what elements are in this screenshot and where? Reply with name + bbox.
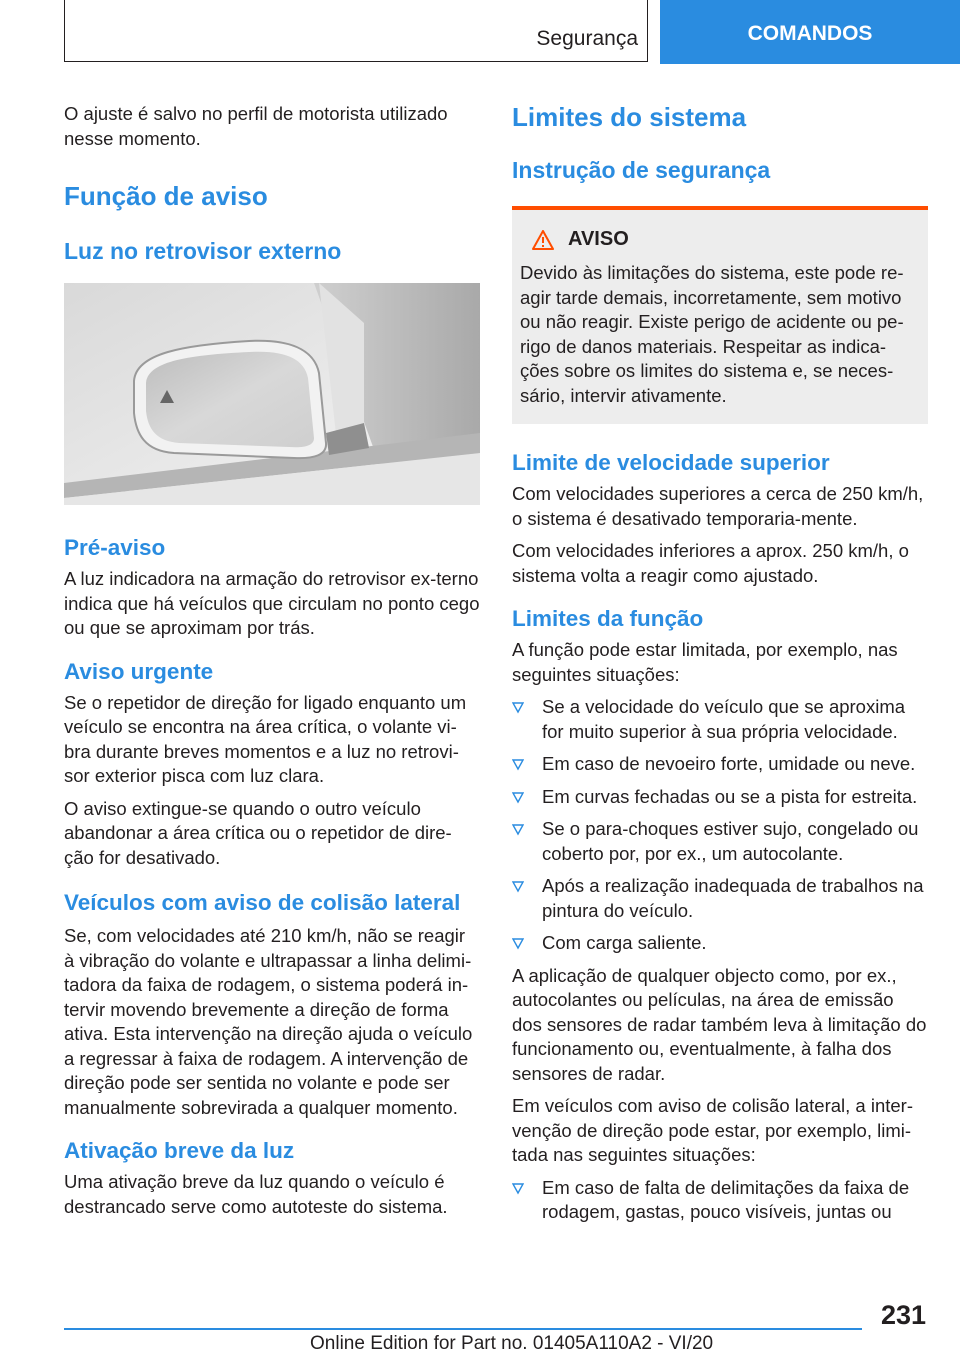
list-item-text: Se o para-choques estiver sujo, congelado ou coberto por, por ex., um autocolante. — [542, 818, 919, 864]
header-section-title: Segurança — [536, 27, 638, 50]
warning-text: Devido às limitações do sistema, este pode re-agir tarde demais, incorretamente, sem motivo ou não reagir. Existe perigo de acidente ou pe-rigo de danos materiais. Respeitar as indica-ções sobre os limites do sistema e, se neces-sário, intervir ativamente. — [520, 262, 904, 406]
list-item-text: Em caso de falta de delimitações da faixa de rodagem, gastas, pouco visíveis, juntas ou — [542, 1176, 910, 1222]
paragraph-aplicacao-objecto: A aplicação de qualquer objecto como, por ex., autocolantes ou películas, na área de emissão dos sensores de radar também leva à limitação do funcionamento ou, eventualmente, à falha dos sensores de radar. — [512, 964, 927, 1084]
bullet-triangle-icon — [512, 753, 524, 778]
heading-limites-sistema: Limites do sistema — [512, 102, 747, 132]
intro-paragraph: O ajuste é salvo no perfil de motorista utilizado nesse momento. — [64, 103, 448, 149]
paragraph-velocidade-2: Com velocidades inferiores a aprox. 250 km/h, o sistema volta a reagir como ajustado. — [512, 540, 909, 586]
bullet-triangle-icon — [512, 1177, 524, 1202]
left-column — [64, 102, 480, 1227]
paragraph-aviso-urgente-1: Se o repetidor de direção for ligado enquanto um veículo se encontra na área crítica, o volante vi-bra durante breves momentos e a luz no retrovi-sor exterior pisca com luz clara. — [64, 691, 467, 786]
right-column — [512, 102, 928, 1233]
heading-instrucao-seguranca: Instrução de segurança — [512, 157, 771, 183]
heading-limites-funcao: Limites da função — [512, 606, 704, 631]
heading-aviso-urgente: Aviso urgente — [64, 658, 214, 684]
list-item — [512, 817, 928, 866]
paragraph-colisao-intervencao: Em veículos com aviso de colisão lateral, a inter-venção de direção pode estar, por exemplo, limi-tada nas seguintes situações: — [512, 1095, 914, 1165]
list-item — [512, 785, 928, 810]
warning-title: AVISO — [568, 228, 629, 250]
chapter-tab[interactable] — [660, 0, 960, 64]
list-item — [512, 695, 928, 744]
paragraph-limites-funcao: A função pode estar limitada, por exemplo, nas seguintes situações: — [512, 639, 898, 685]
list-item — [512, 931, 928, 956]
side-mirror-image — [64, 283, 480, 505]
paragraph-colisao-lateral: Se, com velocidades até 210 km/h, não se reagir à vibração do volante e ultrapassar a linha delimi-tadora da faixa de rodagem, o sistema poderá in-tervir movendo brevemente a direção de forma ativa. Esta intervenção na direção ajuda o veículo a regressar à faixa de rodagem. A intervenção de direção pode ser sentida no volante e pode ser manualmente sobrevirada a qualquer momento. — [64, 925, 473, 1118]
footer-edition: Online Edition for Part no. 01405A110A2 - VI/20 — [310, 1333, 714, 1354]
heading-funcao-aviso: Função de aviso — [64, 181, 268, 211]
heading-colisao-lateral: Veículos com aviso de colisão lateral — [64, 890, 461, 915]
limitations-list — [512, 695, 928, 956]
mirror-illustration — [64, 283, 480, 505]
chapter-tab-label: COMANDOS — [747, 22, 873, 45]
warning-box — [512, 206, 928, 424]
paragraph-ativacao-breve: Uma ativação breve da luz quando o veículo é destrancado serve como autoteste do sistema. — [64, 1171, 448, 1217]
heading-pre-aviso: Pré-aviso — [64, 535, 166, 560]
bullet-triangle-icon — [512, 875, 524, 900]
paragraph-aviso-urgente-2: O aviso extingue-se quando o outro veículo abandonar a área crítica ou o repetidor de dire-ção for desativado. — [64, 797, 452, 868]
list-item — [512, 874, 928, 923]
paragraph-pre-aviso: A luz indicadora na armação do retrovisor ex-terno indica que há veículos que circulam no ponto cego ou que se aproximam por trás. — [64, 568, 480, 638]
heading-luz-retrovisor: Luz no retrovisor externo — [64, 238, 342, 264]
list-item-text: Com carga saliente. — [542, 932, 707, 953]
page-number: 231 — [880, 1300, 926, 1330]
bullet-triangle-icon — [512, 786, 524, 811]
list-item — [512, 1176, 928, 1225]
warning-triangle-icon — [532, 230, 554, 250]
bullet-triangle-icon — [512, 932, 524, 957]
list-item-text: Após a realização inadequada de trabalhos na pintura do veículo. — [542, 875, 924, 921]
heading-ativacao-breve: Ativação breve da luz — [64, 1138, 295, 1163]
paragraph-velocidade-1: Com velocidades superiores a cerca de 250 km/h, o sistema é desativado temporaria-mente. — [512, 483, 924, 529]
list-item-text: Em curvas fechadas ou se a pista for estreita. — [542, 785, 918, 807]
bullet-triangle-icon — [512, 818, 524, 843]
warning-title-row — [532, 228, 920, 251]
lane-limitations-list — [512, 1176, 928, 1225]
list-item — [512, 752, 928, 777]
footer-divider — [64, 1328, 862, 1330]
bullet-triangle-icon — [512, 696, 524, 721]
heading-limite-velocidade: Limite de velocidade superior — [512, 450, 830, 475]
list-item-text: Se a velocidade do veículo que se aproxima for muito superior à sua própria velocidade. — [542, 696, 906, 742]
list-item-text: Em caso de nevoeiro forte, umidade ou neve. — [542, 753, 916, 774]
